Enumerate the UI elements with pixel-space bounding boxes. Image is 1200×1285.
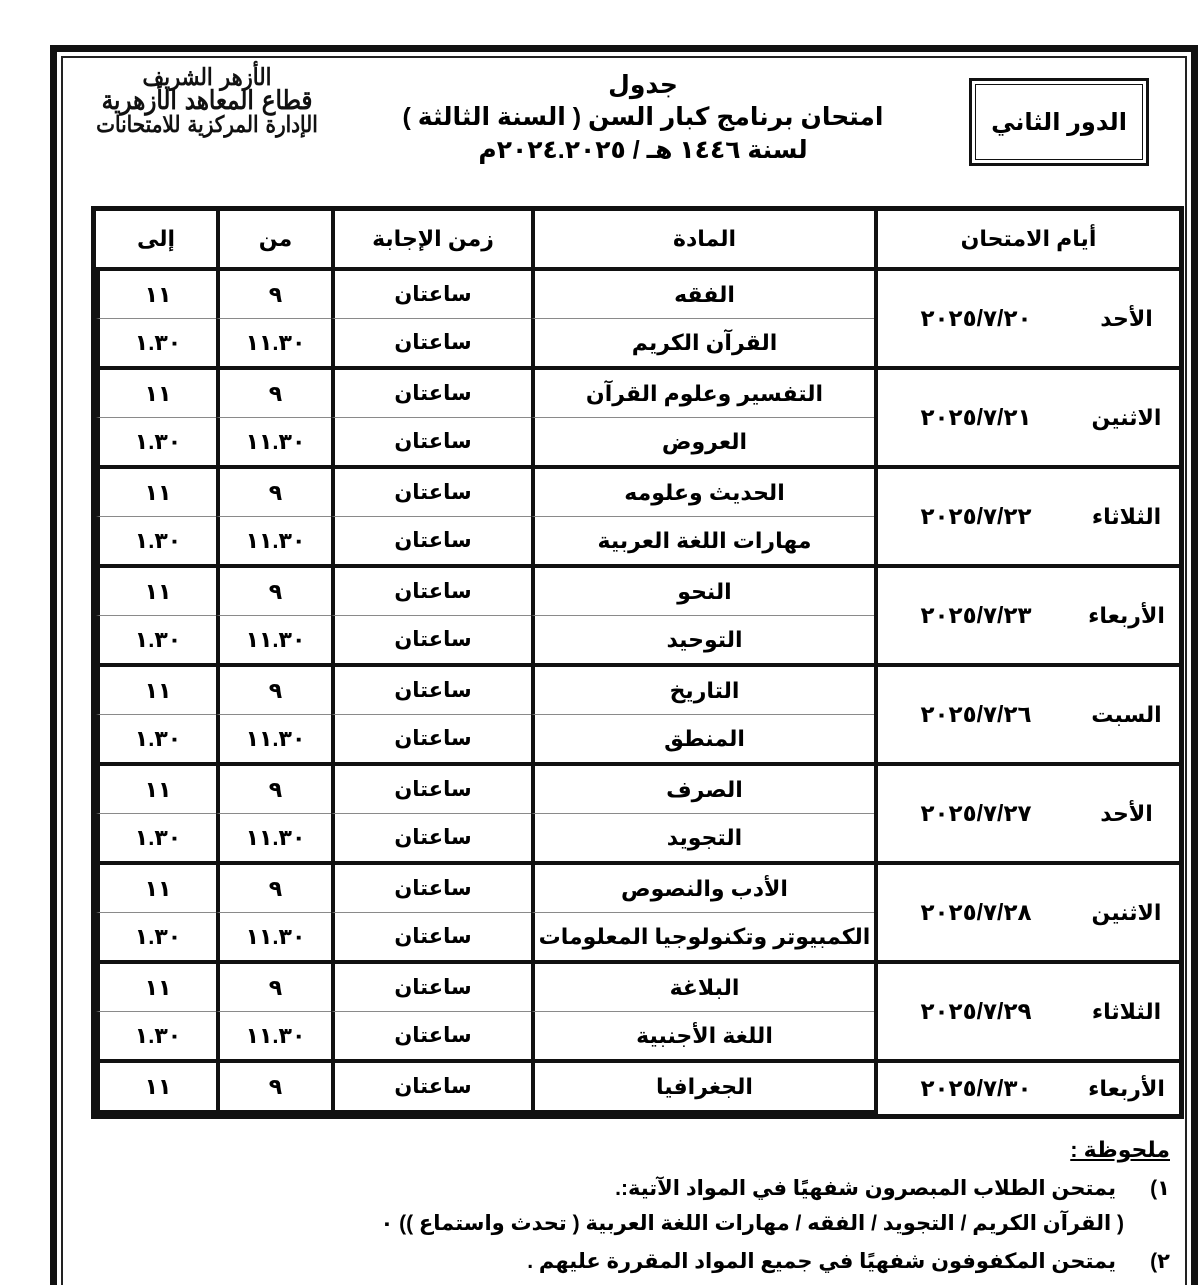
cell-time-from: ٩ bbox=[216, 964, 331, 1012]
cell-time-from: ١١.٣٠ bbox=[216, 418, 331, 469]
cell-subject: الحديث وعلومه bbox=[531, 469, 874, 517]
cell-duration: ساعتان bbox=[331, 418, 531, 469]
cell-time-from: ٩ bbox=[216, 667, 331, 715]
cell-subject: التفسير وعلوم القرآن bbox=[531, 370, 874, 418]
column-header-duration: زمن الإجابة bbox=[331, 211, 531, 271]
cell-exam-date: ٢٠٢٥/٧/٢١ bbox=[874, 370, 1074, 469]
cell-exam-date: ٢٠٢٥/٧/٣٠ bbox=[874, 1063, 1074, 1114]
cell-exam-date: ٢٠٢٥/٧/٢٨ bbox=[874, 865, 1074, 964]
cell-day-name: الأحد bbox=[1074, 766, 1179, 865]
round-badge-label: الدور الثاني bbox=[975, 84, 1143, 160]
notes-section bbox=[62, 1133, 1184, 1279]
cell-day-name: الأربعاء bbox=[1074, 568, 1179, 667]
document-header bbox=[62, 56, 1184, 204]
exam-schedule-table bbox=[91, 206, 1184, 1119]
academic-year: لسنة ١٤٤٦ هـ / ٢٠٢٤.٢٠٢٥م bbox=[478, 135, 808, 164]
letterhead-line-3: الإدارة المركزية للامتحانات bbox=[96, 110, 318, 138]
cell-time-to: ١.٣٠ bbox=[96, 517, 216, 568]
cell-subject: الصرف bbox=[531, 766, 874, 814]
note-item bbox=[72, 1173, 1170, 1206]
note-subtext: ( القرآن الكريم / التجويد / الفقه / مهارات اللغة العربية ( تحدث واستماع )) ٠ bbox=[380, 1211, 1124, 1235]
note-number: ٢) bbox=[1150, 1250, 1170, 1274]
cell-day-name: الثلاثاء bbox=[1074, 469, 1179, 568]
cell-day-name: الثلاثاء bbox=[1074, 964, 1179, 1063]
cell-time-from: ٩ bbox=[216, 469, 331, 517]
cell-subject: الجغرافيا bbox=[531, 1063, 874, 1114]
column-header-exam-days: أيام الامتحان bbox=[874, 211, 1179, 271]
cell-time-to: ١١ bbox=[96, 667, 216, 715]
cell-exam-date: ٢٠٢٥/٧/٢٧ bbox=[874, 766, 1074, 865]
table-body bbox=[96, 271, 1179, 1114]
cell-subject: اللغة الأجنبية bbox=[531, 1012, 874, 1063]
cell-time-to: ١١ bbox=[96, 370, 216, 418]
cell-subject: النحو bbox=[531, 568, 874, 616]
cell-time-to: ١١ bbox=[96, 964, 216, 1012]
cell-subject: المنطق bbox=[531, 715, 874, 766]
cell-subject: التوحيد bbox=[531, 616, 874, 667]
exam-schedule-sheet bbox=[62, 56, 1184, 1274]
cell-time-to: ١١ bbox=[96, 766, 216, 814]
cell-duration: ساعتان bbox=[331, 1012, 531, 1063]
table-row bbox=[96, 667, 1179, 715]
cell-duration: ساعتان bbox=[331, 319, 531, 370]
page-subtitle: امتحان برنامج كبار السن ( السنة الثالثة ) bbox=[402, 103, 884, 132]
cell-time-from: ١١.٣٠ bbox=[216, 319, 331, 370]
cell-subject: الكمبيوتر وتكنولوجيا المعلومات bbox=[531, 913, 874, 964]
cell-time-to: ١١ bbox=[96, 271, 216, 319]
cell-duration: ساعتان bbox=[331, 814, 531, 865]
note-text: يمتحن الطلاب المبصرون شفهيًا في المواد الآتية:. bbox=[615, 1177, 1116, 1201]
note-text: يمتحن المكفوفون شفهيًا في جميع المواد المقررة عليهم . bbox=[527, 1250, 1116, 1274]
cell-day-name: الاثنين bbox=[1074, 370, 1179, 469]
table-row bbox=[96, 964, 1179, 1012]
cell-duration: ساعتان bbox=[331, 667, 531, 715]
table-header-row bbox=[96, 211, 1179, 271]
note-number: ١) bbox=[1150, 1177, 1170, 1201]
cell-time-to: ١١ bbox=[96, 1063, 216, 1114]
round-badge bbox=[969, 78, 1149, 166]
cell-time-to: ١.٣٠ bbox=[96, 1012, 216, 1063]
table-row bbox=[96, 568, 1179, 616]
cell-duration: ساعتان bbox=[331, 469, 531, 517]
column-header-from: من bbox=[216, 211, 331, 271]
cell-day-name: الاثنين bbox=[1074, 865, 1179, 964]
round-badge-container bbox=[944, 62, 1174, 166]
table-row bbox=[96, 865, 1179, 913]
cell-duration: ساعتان bbox=[331, 517, 531, 568]
cell-exam-date: ٢٠٢٥/٧/٢٩ bbox=[874, 964, 1074, 1063]
cell-time-to: ١.٣٠ bbox=[96, 418, 216, 469]
letterhead-line-1: الأزهر الشريف bbox=[142, 62, 272, 91]
cell-time-to: ١.٣٠ bbox=[96, 319, 216, 370]
cell-time-from: ٩ bbox=[216, 1063, 331, 1114]
cell-duration: ساعتان bbox=[331, 964, 531, 1012]
cell-duration: ساعتان bbox=[331, 865, 531, 913]
cell-time-from: ١١.٣٠ bbox=[216, 517, 331, 568]
table-row bbox=[96, 271, 1179, 319]
column-header-to: إلى bbox=[96, 211, 216, 271]
cell-subject: البلاغة bbox=[531, 964, 874, 1012]
cell-subject: العروض bbox=[531, 418, 874, 469]
cell-duration: ساعتان bbox=[331, 1063, 531, 1114]
cell-subject: مهارات اللغة العربية bbox=[531, 517, 874, 568]
cell-duration: ساعتان bbox=[331, 370, 531, 418]
letterhead-line-2: قطاع المعاهد الأزهرية bbox=[101, 85, 313, 116]
cell-day-name: الأربعاء bbox=[1074, 1063, 1179, 1114]
cell-time-to: ١.٣٠ bbox=[96, 616, 216, 667]
cell-time-from: ٩ bbox=[216, 865, 331, 913]
cell-duration: ساعتان bbox=[331, 271, 531, 319]
cell-duration: ساعتان bbox=[331, 568, 531, 616]
cell-time-to: ١١ bbox=[96, 568, 216, 616]
cell-subject: الفقه bbox=[531, 271, 874, 319]
cell-time-from: ٩ bbox=[216, 271, 331, 319]
cell-time-from: ٩ bbox=[216, 370, 331, 418]
table-header bbox=[96, 211, 1179, 271]
cell-time-to: ١.٣٠ bbox=[96, 715, 216, 766]
cell-subject: القرآن الكريم bbox=[531, 319, 874, 370]
cell-time-to: ١.٣٠ bbox=[96, 913, 216, 964]
cell-time-to: ١.٣٠ bbox=[96, 814, 216, 865]
cell-time-from: ١١.٣٠ bbox=[216, 1012, 331, 1063]
table-row bbox=[96, 370, 1179, 418]
cell-exam-date: ٢٠٢٥/٧/٢٢ bbox=[874, 469, 1074, 568]
notes-title: ملحوظة : bbox=[1070, 1137, 1170, 1162]
cell-exam-date: ٢٠٢٥/٧/٢٠ bbox=[874, 271, 1074, 370]
cell-time-from: ١١.٣٠ bbox=[216, 616, 331, 667]
cell-time-from: ١١.٣٠ bbox=[216, 814, 331, 865]
cell-subject: التجويد bbox=[531, 814, 874, 865]
cell-exam-date: ٢٠٢٥/٧/٢٦ bbox=[874, 667, 1074, 766]
cell-subject: التاريخ bbox=[531, 667, 874, 715]
table-row bbox=[96, 1063, 1179, 1114]
cell-time-from: ٩ bbox=[216, 766, 331, 814]
cell-exam-date: ٢٠٢٥/٧/٢٣ bbox=[874, 568, 1074, 667]
cell-time-from: ١١.٣٠ bbox=[216, 913, 331, 964]
cell-time-to: ١١ bbox=[96, 865, 216, 913]
cell-time-from: ١١.٣٠ bbox=[216, 715, 331, 766]
cell-subject: الأدب والنصوص bbox=[531, 865, 874, 913]
page-title: جدول bbox=[608, 71, 678, 99]
table-row bbox=[96, 469, 1179, 517]
cell-time-from: ٩ bbox=[216, 568, 331, 616]
cell-duration: ساعتان bbox=[331, 616, 531, 667]
cell-time-to: ١١ bbox=[96, 469, 216, 517]
column-header-subject: المادة bbox=[531, 211, 874, 271]
cell-day-name: السبت bbox=[1074, 667, 1179, 766]
title-block bbox=[342, 62, 944, 168]
cell-duration: ساعتان bbox=[331, 766, 531, 814]
letterhead bbox=[72, 62, 342, 138]
cell-day-name: الأحد bbox=[1074, 271, 1179, 370]
note-item bbox=[72, 1246, 1170, 1279]
cell-duration: ساعتان bbox=[331, 715, 531, 766]
table-row bbox=[96, 766, 1179, 814]
cell-duration: ساعتان bbox=[331, 913, 531, 964]
